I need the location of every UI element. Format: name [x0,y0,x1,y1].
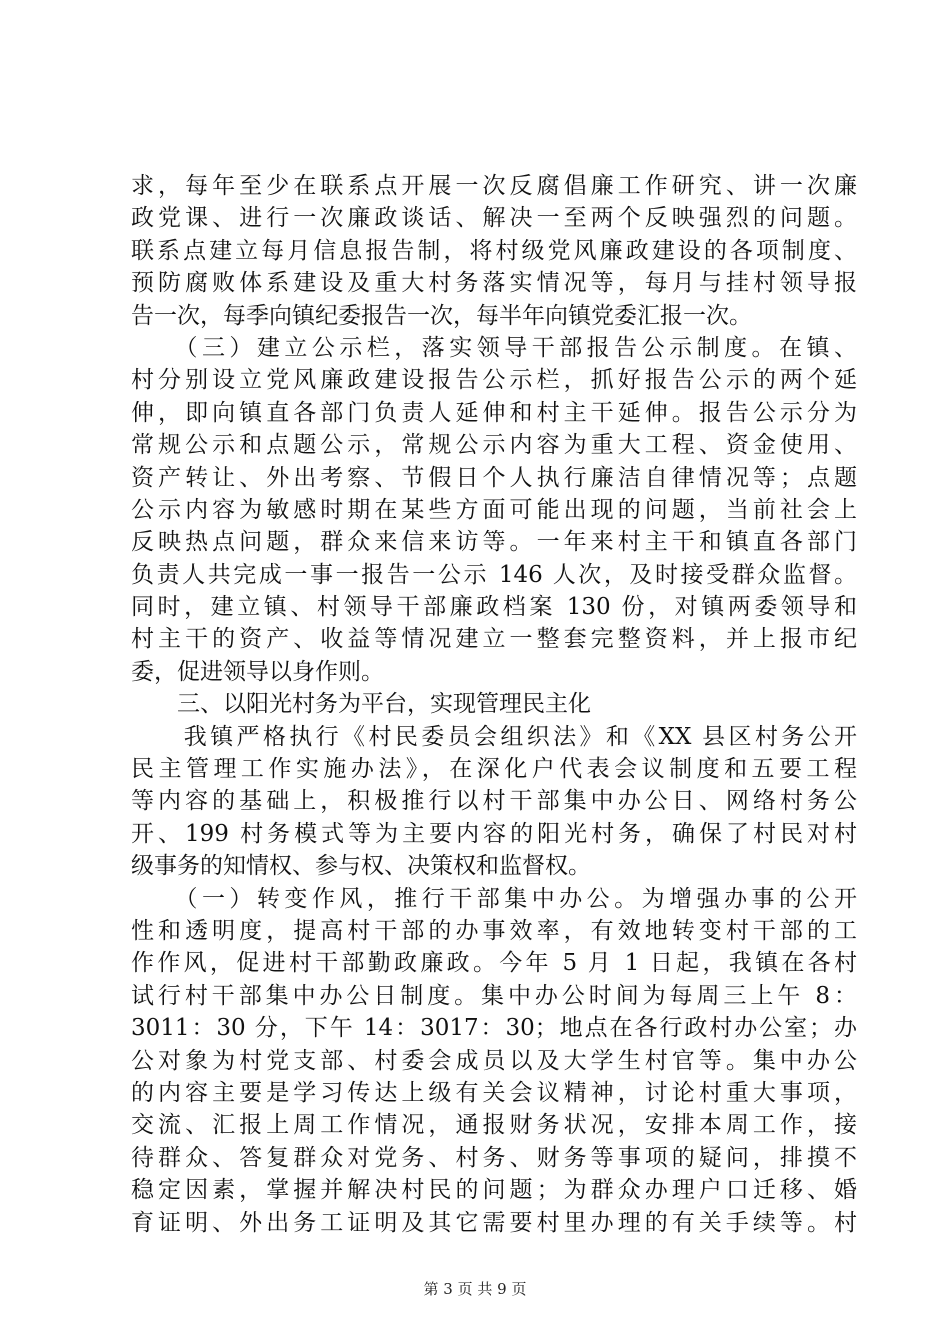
text-line: 联系点建立每月信息报告制，将村级党风廉政建设的各项制度、 [131,237,857,264]
text-line: 村主干的资产、收益等情况建立一整套完整资料，并上报市纪 [131,626,857,653]
text-line: 资产转让、外出考察、节假日个人执行廉洁自律情况等；点题 [131,464,857,491]
section-heading: 三、以阳光村务为平台，实现管理民主化 [131,691,591,718]
text-line: 委，促进领导以身作则。 [131,658,384,685]
text-line: 等内容的基础上，积极推行以村干部集中办公日、网络村务公 [131,788,857,815]
text-line: 试行村干部集中办公日制度。集中办公时间为每周三上午 8： [131,982,857,1009]
body-text [131,170,857,1239]
text-line: 预防腐败体系建设及重大村务落实情况等，每月与挂村领导报 [131,270,857,297]
text-line: 民主管理工作实施办法》，在深化户代表会议制度和五要工程 [131,756,857,783]
text-line: （一）转变作风，推行干部集中办公。为增强办事的公开 [131,885,857,912]
text-line: （三）建立公示栏，落实领导干部报告公示制度。在镇、 [131,334,857,361]
text-line: 稳定因素，掌握并解决村民的问题；为群众办理户口迁移、婚 [131,1177,857,1204]
text-line: 级事务的知情权、参与权、决策权和监督权。 [131,853,591,880]
text-line: 反映热点问题，群众来信来访等。一年来村主干和镇直各部门 [131,529,857,556]
text-line: 3011：30 分，下午 14：3017：30；地点在各行政村办公室；办 [131,1015,857,1042]
text-line: 政党课、进行一次廉政谈话、解决一至两个反映强烈的问题。 [131,205,857,232]
text-line: 的内容主要是学习传达上级有关会议精神，讨论村重大事项， [131,1079,857,1106]
text-line: 告一次，每季向镇纪委报告一次，每半年向镇党委汇报一次。 [131,302,752,329]
text-line: 公对象为村党支部、村委会成员以及大学生村官等。集中办公 [131,1047,857,1074]
text-line: 公示内容为敏感时期在某些方面可能出现的问题，当前社会上 [131,496,857,523]
page-footer: 第 3 页 共 9 页 [423,1280,527,1298]
text-line: 我镇严格执行《村民委员会组织法》和《XX 县区村务公开 [131,723,857,750]
text-line: 负责人共完成一事一报告一公示 146 人次，及时接受群众监督。 [131,561,857,588]
text-line: 性和透明度，提高村干部的办事效率，有效地转变村干部的工 [131,917,857,944]
text-line: 求，每年至少在联系点开展一次反腐倡廉工作研究、讲一次廉 [131,173,857,199]
text-line: 村分别设立党风廉政建设报告公示栏，抓好报告公示的两个延 [131,367,857,394]
text-line: 同时，建立镇、村领导干部廉政档案 130 份，对镇两委领导和 [131,594,857,621]
text-line: 作作风，促进村干部勤政廉政。今年 5 月 1 日起，我镇在各村 [131,950,857,977]
text-line: 开、199 村务模式等为主要内容的阳光村务，确保了村民对村 [131,820,857,847]
text-line: 伸，即向镇直各部门负责人延伸和村主干延伸。报告公示分为 [131,399,857,426]
text-line: 常规公示和点题公示，常规公示内容为重大工程、资金使用、 [131,432,857,459]
text-line: 交流、汇报上周工作情况，通报财务状况，安排本周工作，接 [131,1112,857,1139]
text-line: 待群众、答复群众对党务、村务、财务等事项的疑问，排摸不 [131,1144,857,1171]
text-line: 育证明、外出务工证明及其它需要村里办理的有关手续等。村 [131,1209,857,1236]
